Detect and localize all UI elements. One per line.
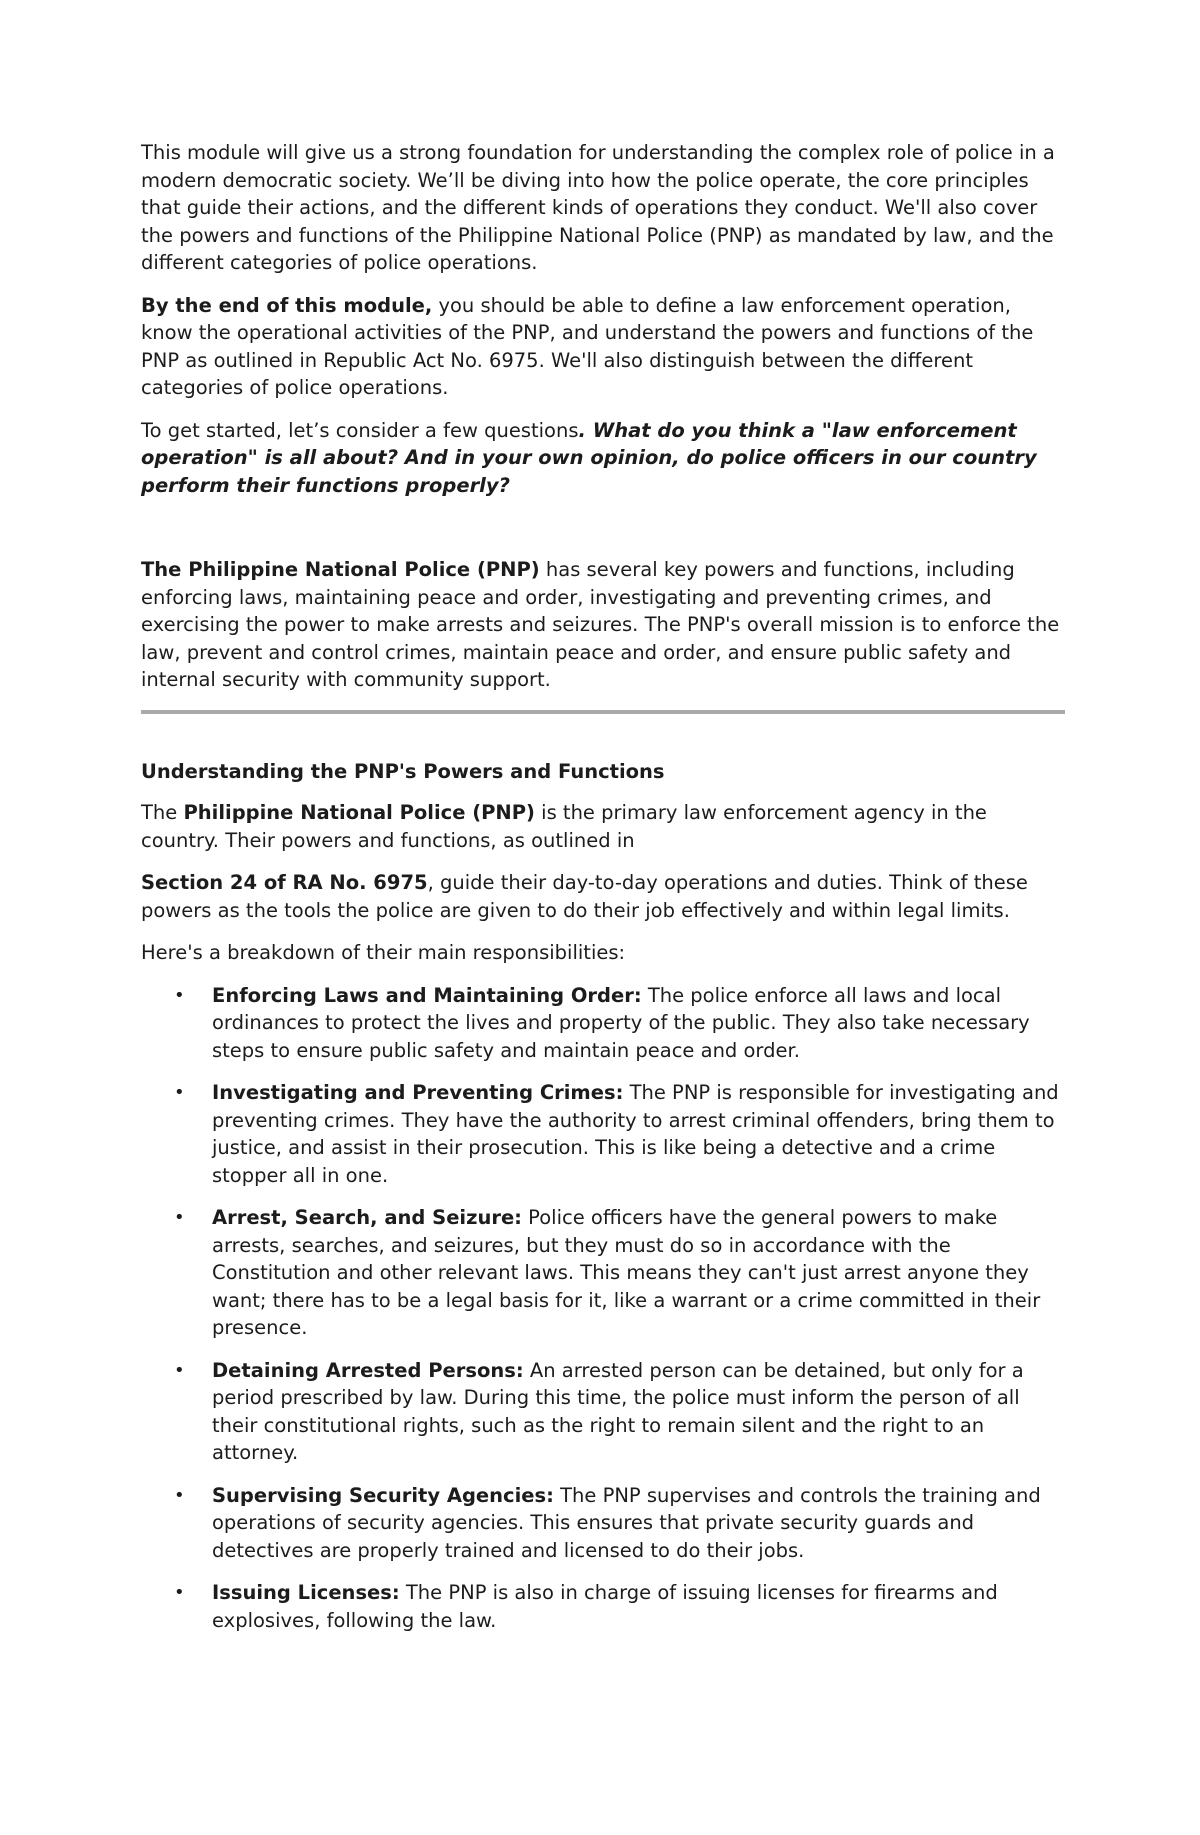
- section-heading: Understanding the PNP's Powers and Functions: [141, 759, 665, 783]
- section-paragraph-2: [141, 869, 1065, 924]
- list-item: [141, 1482, 1065, 1565]
- horizontal-divider: [141, 710, 1065, 714]
- section-p1-bold: Philippine National Police (PNP): [183, 801, 535, 824]
- list-item-title: Issuing Licenses:: [212, 1581, 400, 1604]
- list-item: [141, 1204, 1065, 1342]
- responsibilities-list: [141, 982, 1065, 1635]
- intro-paragraph: This module will give us a strong foundation for understanding the complex role of police in a modern democratic society. We’ll be diving into how the police operate, the core principles that guide their actions, and the different kinds of operations they conduct. We'll also cover the powers and functions of the Philippine National Police (PNP) as mandated by law, and the different categories of police operations.: [141, 141, 1055, 274]
- list-item-title: Enforcing Laws and Maintaining Order:: [212, 983, 642, 1007]
- pnp-summary-paragraph: [141, 556, 1065, 694]
- list-item-title: Supervising Security Agencies:: [212, 1483, 554, 1507]
- list-item-title: Investigating and Preventing Crimes:: [212, 1081, 624, 1104]
- section-p1-lead: The: [141, 801, 184, 824]
- list-item: [141, 1357, 1065, 1467]
- list-item-text: The PNP is also in charge of issuing licenses for firearms and explosives, following the law.: [212, 1581, 998, 1632]
- questions-lead: To get started, let’s consider a few questions: [141, 418, 579, 442]
- objectives-lead: By the end of this module,: [141, 293, 433, 317]
- bullet-icon: •: [174, 1582, 185, 1603]
- section-paragraph-1: [141, 799, 1065, 854]
- objectives-paragraph: [141, 292, 1065, 402]
- pnp-summary-text: has several key powers and functions, including enforcing laws, maintaining peace and order, investigating and preventing crimes, and exercising the power to make arrests and seizures. The PNP's overall mission is to enforce the law, prevent and control crimes, maintain peace and order, and ensure public safety and internal security with community support.: [141, 558, 1060, 691]
- list-item: [141, 1579, 1065, 1634]
- section-p2-bold: Section 24 of RA No. 6975: [141, 871, 428, 894]
- list-item-title: Detaining Arrested Persons:: [212, 1358, 524, 1382]
- list-item-title: Arrest, Search, and Seizure:: [212, 1206, 522, 1229]
- section-p1-text: is the primary law enforcement agency in the country. Their powers and functions, as outlined in: [141, 801, 987, 852]
- questions-text: . What do you think a "law enforcement operation" is all about? And in your own opinion, do police officers in our country perform their functions properly?: [141, 418, 1037, 497]
- bullet-icon: •: [174, 1207, 185, 1228]
- objectives-text: you should be able to define a law enforcement operation, know the operational activities of the PNP, and understand the powers and functions of the PNP as outlined in Republic Act No. 6975. We'll also distinguish between the different categories of police operations.: [141, 293, 1034, 399]
- section-paragraph-3: Here's a breakdown of their main responsibilities:: [141, 941, 626, 964]
- pnp-summary-lead: The Philippine National Police (PNP): [141, 558, 540, 581]
- spacer: [141, 499, 1065, 556]
- list-item-text: The PNP is responsible for investigating and preventing crimes. They have the authority to arrest criminal offenders, bring them to justice, and assist in their prosecution. This is like being a detective and a crime stopper all in one.: [212, 1081, 1059, 1187]
- questions-paragraph: [141, 417, 1065, 500]
- list-item-text: An arrested person can be detained, but only for a period prescribed by law. During this time, the police must inform the person of all their constitutional rights, such as the right to remain silent and the right to an attorney.: [212, 1358, 1024, 1464]
- bullet-icon: •: [174, 1359, 185, 1381]
- list-item: [141, 1079, 1065, 1189]
- section-p2-text: , guide their day-to-day operations and duties. Think of these powers as the tools the police are given to do their job effectively and within legal limits.: [141, 871, 1028, 922]
- bullet-icon: •: [174, 1082, 185, 1103]
- bullet-icon: •: [174, 984, 185, 1006]
- list-item-text: The PNP supervises and controls the training and operations of security agencies. This ensures that private security guards and detectives are properly trained and licensed to do their jobs.: [212, 1483, 1041, 1562]
- list-item: [141, 982, 1065, 1065]
- list-item-text: The police enforce all laws and local ordinances to protect the lives and property of the public. They also take necessary steps to ensure public safety and maintain peace and order.: [212, 983, 1030, 1062]
- list-item-text: Police officers have the general powers to make arrests, searches, and seizures, but they must do so in accordance with the Constitution and other relevant laws. This means they can't just arrest anyone they want; there has to be a legal basis for it, like a warrant or a crime committed in their presence.: [212, 1206, 1041, 1339]
- bullet-icon: •: [174, 1484, 185, 1506]
